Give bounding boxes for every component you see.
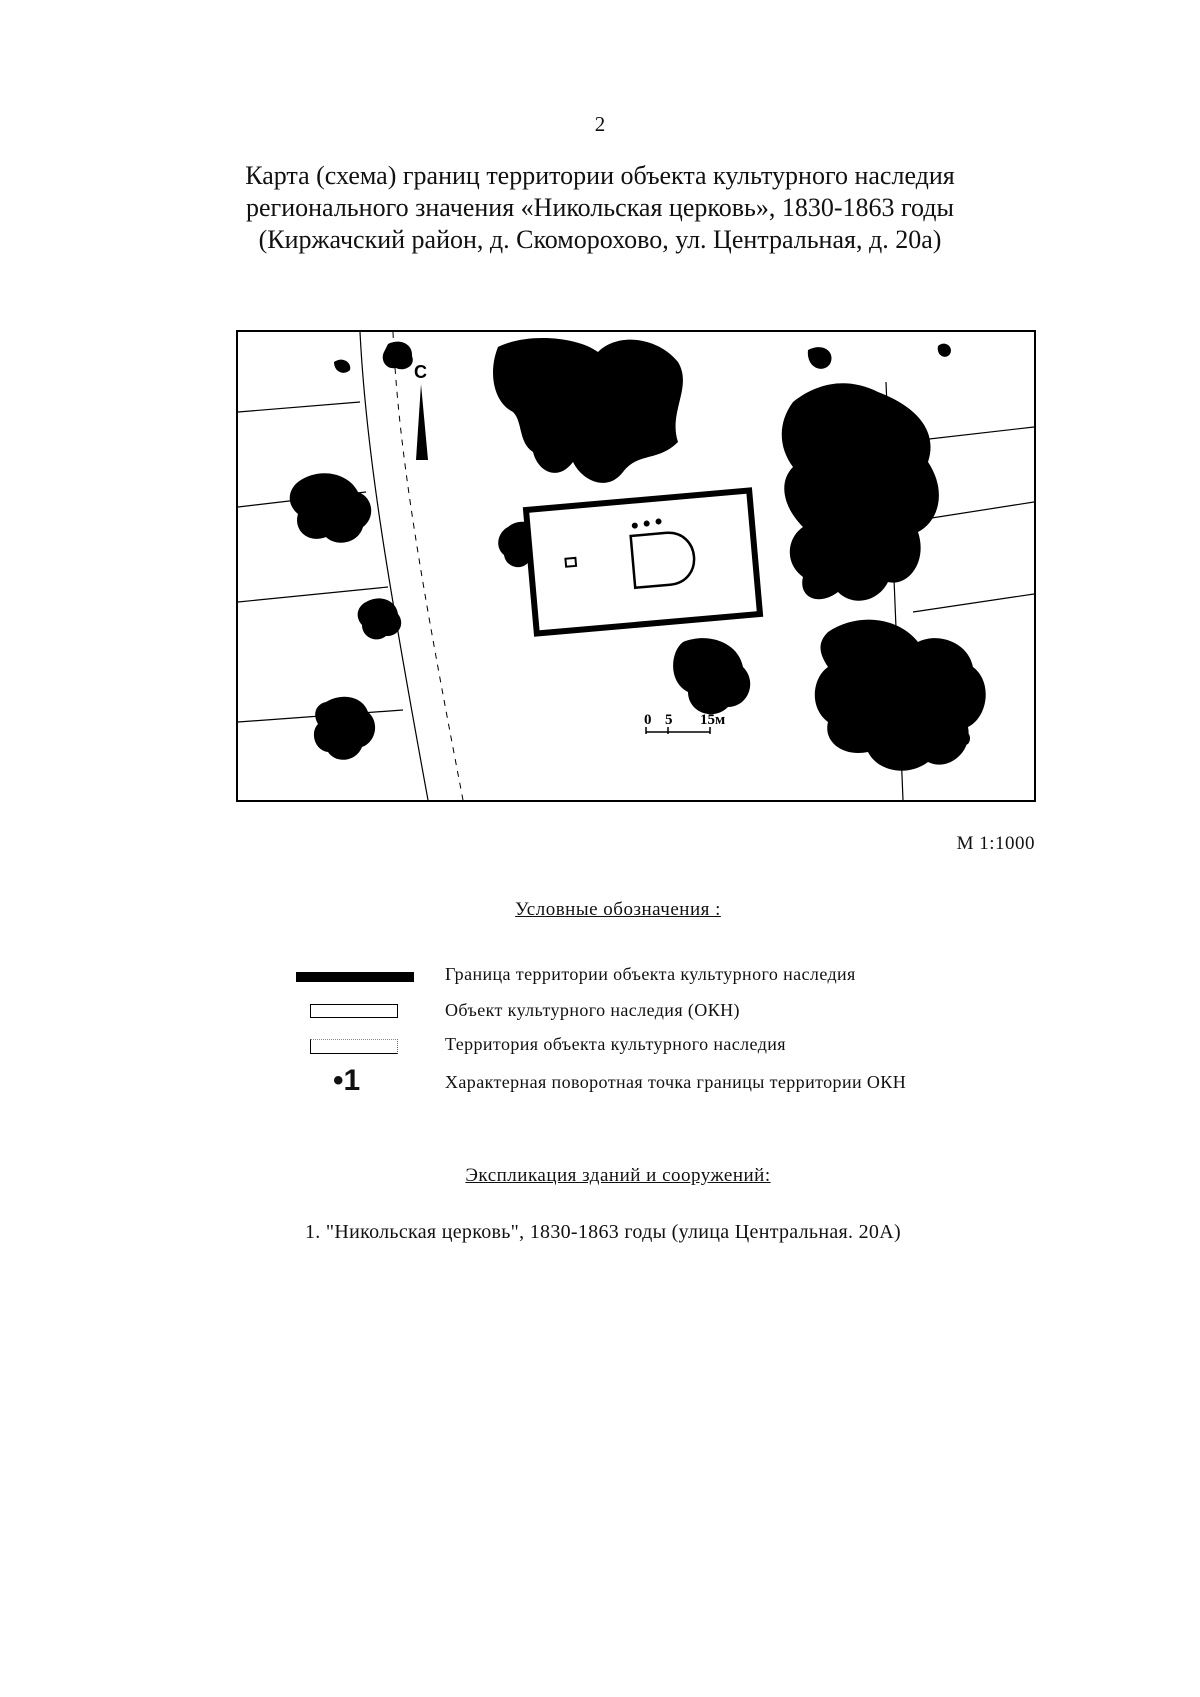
legend-okn-symbol	[310, 1004, 398, 1018]
road-edges	[393, 332, 463, 800]
boundary-map	[236, 330, 1036, 802]
legend-point-symbol: •1	[333, 1064, 361, 1097]
page-number: 2	[594, 112, 606, 136]
scale-label-5: 5	[665, 712, 673, 728]
legend-okn-label: Объект культурного наследия (ОКН)	[445, 1000, 740, 1020]
title-line-1: Карта (схема) границ территории объекта культурного наследия	[245, 161, 955, 190]
legend-territory-symbol	[310, 1039, 398, 1054]
map-scale-text: М 1:1000	[956, 833, 1035, 854]
north-label: С	[414, 362, 427, 382]
legend-territory-label: Территория объекта культурного наследия	[445, 1034, 786, 1054]
explication-title: Экспликация зданий и сооружений:	[465, 1165, 771, 1186]
legend-title: Условные обозначения :	[515, 899, 721, 920]
title-line-2: регионального значения «Никольская церковь», 1830-1863 годы	[246, 193, 954, 222]
document-title	[150, 160, 1050, 256]
explication-item: 1. "Никольская церковь", 1830-1863 годы (улица Центральная. 20А)	[305, 1221, 901, 1243]
map-scale-bar	[644, 712, 725, 734]
legend-point-label: Характерная поворотная точка границы территории ОКН	[445, 1072, 907, 1092]
north-arrow	[414, 362, 428, 460]
map-drawing	[238, 332, 1034, 800]
title-line-3: (Киржачский район, д. Скоморохово, ул. Центральная, д. 20а)	[258, 225, 942, 254]
legend-boundary-label: Граница территории объекта культурного наследия	[445, 964, 856, 984]
scale-label-15: 15м	[700, 712, 726, 728]
scale-label-0: 0	[644, 712, 652, 728]
legend-boundary-symbol	[296, 972, 414, 982]
